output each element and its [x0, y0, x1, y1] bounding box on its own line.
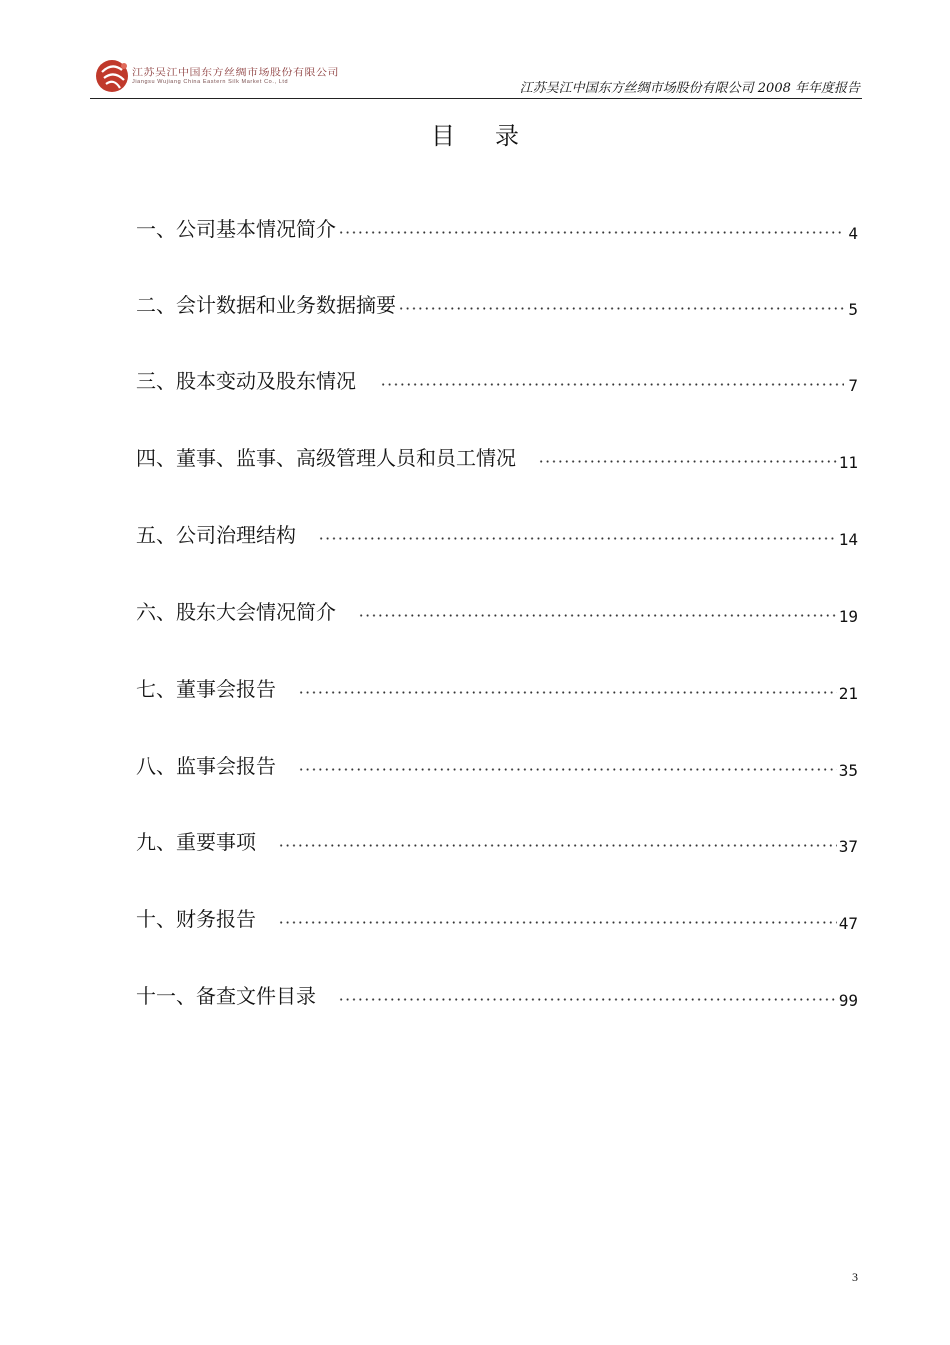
- report-header-title: 江苏吴江中国东方丝绸市场股份有限公司 2008 年年度报告: [519, 81, 860, 96]
- toc-entry[interactable]: [136, 443, 858, 471]
- toc-entry-label: 三、股本变动及股东情况: [136, 369, 356, 393]
- toc-entry-label: 一、公司基本情况简介: [136, 217, 336, 241]
- toc-dot-leader: [538, 460, 837, 463]
- toc-entry-label: 九、重要事项: [136, 830, 256, 854]
- toc-entry-page: 5: [848, 300, 858, 319]
- toc-entry-label: 四、董事、监事、高级管理人员和员工情况: [136, 446, 516, 470]
- toc-entry[interactable]: [136, 981, 858, 1009]
- logo-text-english: Jiangsu Wujiang China Eastern Silk Market Co., Ltd: [132, 79, 289, 85]
- toc-entry-label: 十、财务报告: [136, 907, 256, 931]
- toc-entry[interactable]: [136, 290, 858, 318]
- toc-entry-page: 35: [838, 761, 858, 780]
- toc-entry-label: 七、董事会报告: [136, 677, 276, 701]
- toc-entry-page: 14: [838, 530, 858, 549]
- toc-dot-leader: [338, 998, 837, 1001]
- toc-entry-page: 7: [848, 376, 858, 395]
- toc-entry-label: 五、公司治理结构: [136, 523, 296, 547]
- toc-entry-page: 47: [838, 914, 858, 933]
- toc-entry-label: 十一、备查文件目录: [136, 984, 316, 1008]
- toc-entry-page: 4: [848, 224, 858, 243]
- toc-entry-label: 二、会计数据和业务数据摘要: [136, 293, 396, 317]
- toc-dot-leader: [318, 537, 837, 540]
- toc-entry[interactable]: [136, 366, 858, 394]
- toc-entry[interactable]: [136, 751, 858, 779]
- toc-entry-page: 19: [838, 607, 858, 626]
- toc-dot-leader: [358, 614, 837, 617]
- page-header: [90, 52, 862, 99]
- toc-entry-page: 11: [838, 453, 858, 472]
- toc-title: 目录: [431, 122, 559, 150]
- toc-dot-leader: [278, 844, 837, 847]
- page-number: 3: [852, 1270, 858, 1284]
- toc-dot-leader: [380, 383, 844, 386]
- toc-entry[interactable]: [136, 214, 858, 242]
- toc-dot-leader: [278, 921, 837, 924]
- toc-entry-page: 21: [838, 684, 858, 703]
- toc-entry[interactable]: [136, 827, 858, 855]
- toc-dot-leader: [338, 231, 844, 234]
- toc-dot-leader: [298, 768, 837, 771]
- toc-entry-label: 八、监事会报告: [136, 754, 276, 778]
- toc-dot-leader: [298, 691, 837, 694]
- toc-entry[interactable]: [136, 520, 858, 548]
- toc-entry[interactable]: [136, 904, 858, 932]
- toc-entry[interactable]: [136, 674, 858, 702]
- logo-text-chinese: 江苏吴江中国东方丝绸市场股份有限公司: [132, 66, 339, 79]
- toc-entry-page: 99: [838, 991, 858, 1010]
- company-logo-icon: [94, 56, 134, 94]
- toc-entry[interactable]: [136, 597, 858, 625]
- toc-entry-label: 六、股东大会情况简介: [136, 600, 336, 624]
- toc-entry-page: 37: [838, 837, 858, 856]
- toc-dot-leader: [398, 307, 844, 310]
